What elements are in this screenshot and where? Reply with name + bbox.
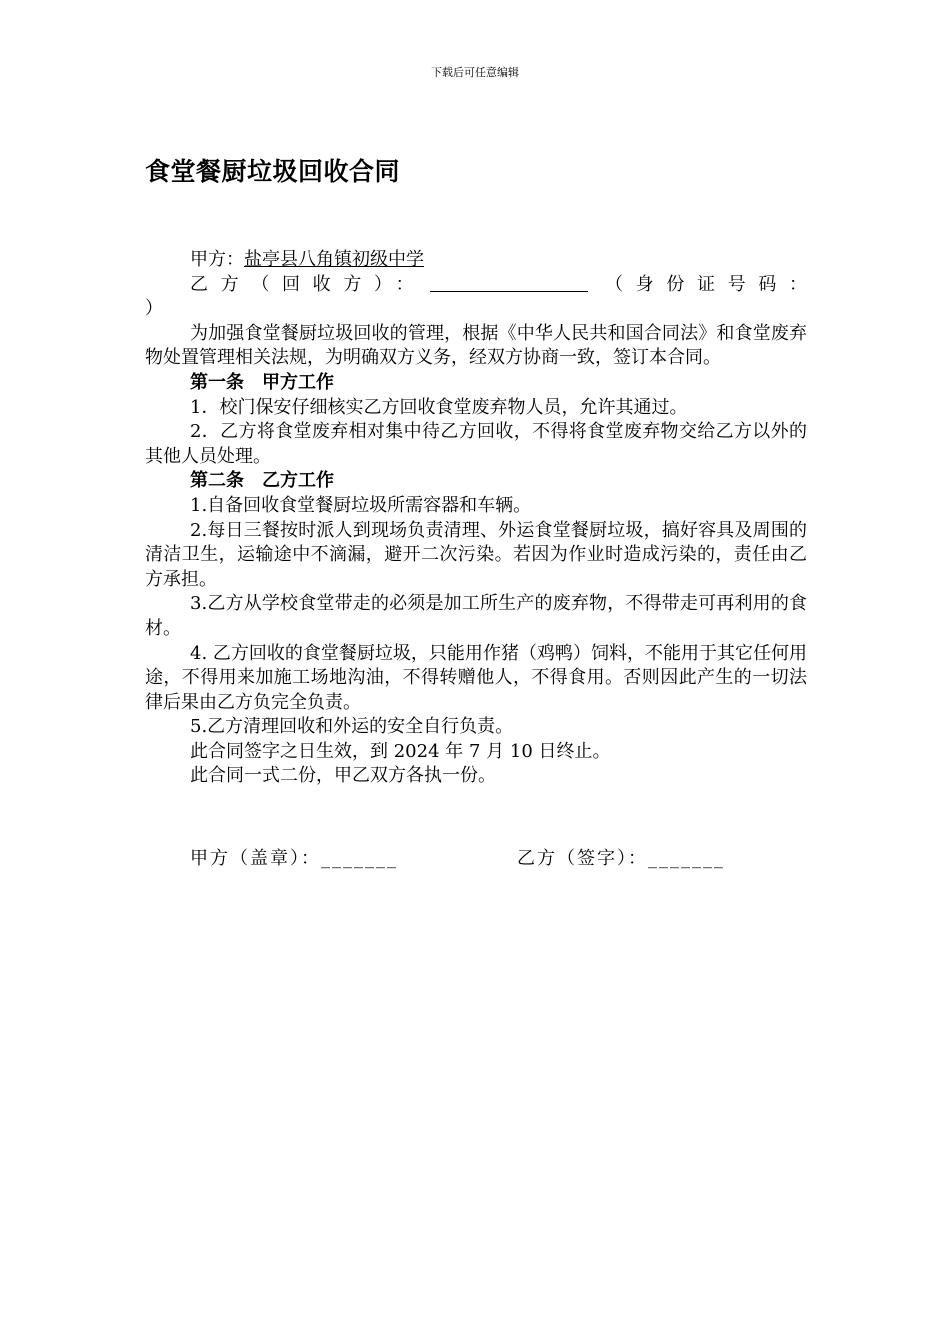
article-2-item: 4. 乙方回收的食堂餐厨垃圾，只能用作猪（鸡鸭）饲料，不能用于其它任何用途，不得用来加施工场地沟油，不得转赠他人，不得食用。否则因此产生的一切法律后果由乙方负完全负责。 — [145, 642, 807, 713]
article-1-item: 2．乙方将食堂废弃相对集中待乙方回收，不得将食堂废弃物交给乙方以外的其他人员处理。 — [145, 421, 807, 467]
party-b-close-paren: ） — [145, 298, 163, 320]
party-b-id-label: （身份证号码： — [592, 273, 808, 295]
page-header-note: 下载后可任意编辑 — [431, 66, 519, 79]
closing-effective-date: 此合同签字之日生效，到 2024 年 7 月 10 日终止。 — [190, 740, 611, 762]
party-a-seal: 甲方（盖章）：_______ — [190, 848, 398, 869]
party-b-signature: 乙方（签字）：_______ — [517, 848, 725, 869]
article-1-heading: 第一条 甲方工作 — [190, 371, 334, 393]
article-2-item: 2.每日三餐按时派人到现场负责清理、外运食堂餐厨垃圾，搞好容具及周围的清洁卫生，运输途中不滴漏，避开二次污染。若因为作业时造成污染的，责任由乙方承担。 — [145, 519, 807, 590]
party-a-label: 甲方： — [190, 249, 244, 270]
party-a-name: 盐亭县八角镇初级中学 — [244, 249, 424, 270]
intro-paragraph: 为加强食堂餐厨垃圾回收的管理，根据《中华人民共和国合同法》和食堂废弃物处置管理相关法规，为明确双方义务，经双方协商一致，签订本合同。 — [145, 322, 807, 369]
contract-body — [145, 248, 807, 789]
signature-line — [190, 846, 810, 924]
article-1-item: 1．校门保安仔细核实乙方回收食堂废弃物人员，允许其通过。 — [190, 396, 688, 418]
party-b-label: 乙方（回收方）： — [190, 273, 427, 295]
article-2-item: 5.乙方清理回收和外运的安全自行负责。 — [190, 716, 514, 738]
party-b-name-blank — [430, 273, 588, 292]
closing-copies: 此合同一式二份，甲乙双方各执一份。 — [190, 765, 496, 787]
article-2-heading: 第二条 乙方工作 — [190, 470, 334, 492]
article-2-item: 1.自备回收食堂餐厨垃圾所需容器和车辆。 — [190, 494, 532, 516]
article-2-item: 3.乙方从学校食堂带走的必须是加工所生产的废弃物，不得带走可再利用的食材。 — [145, 593, 807, 639]
party-a-line — [145, 248, 807, 273]
document-title: 食堂餐厨垃圾回收合同 — [145, 157, 401, 186]
party-b-close-line — [145, 297, 807, 322]
party-b-line — [145, 273, 807, 298]
